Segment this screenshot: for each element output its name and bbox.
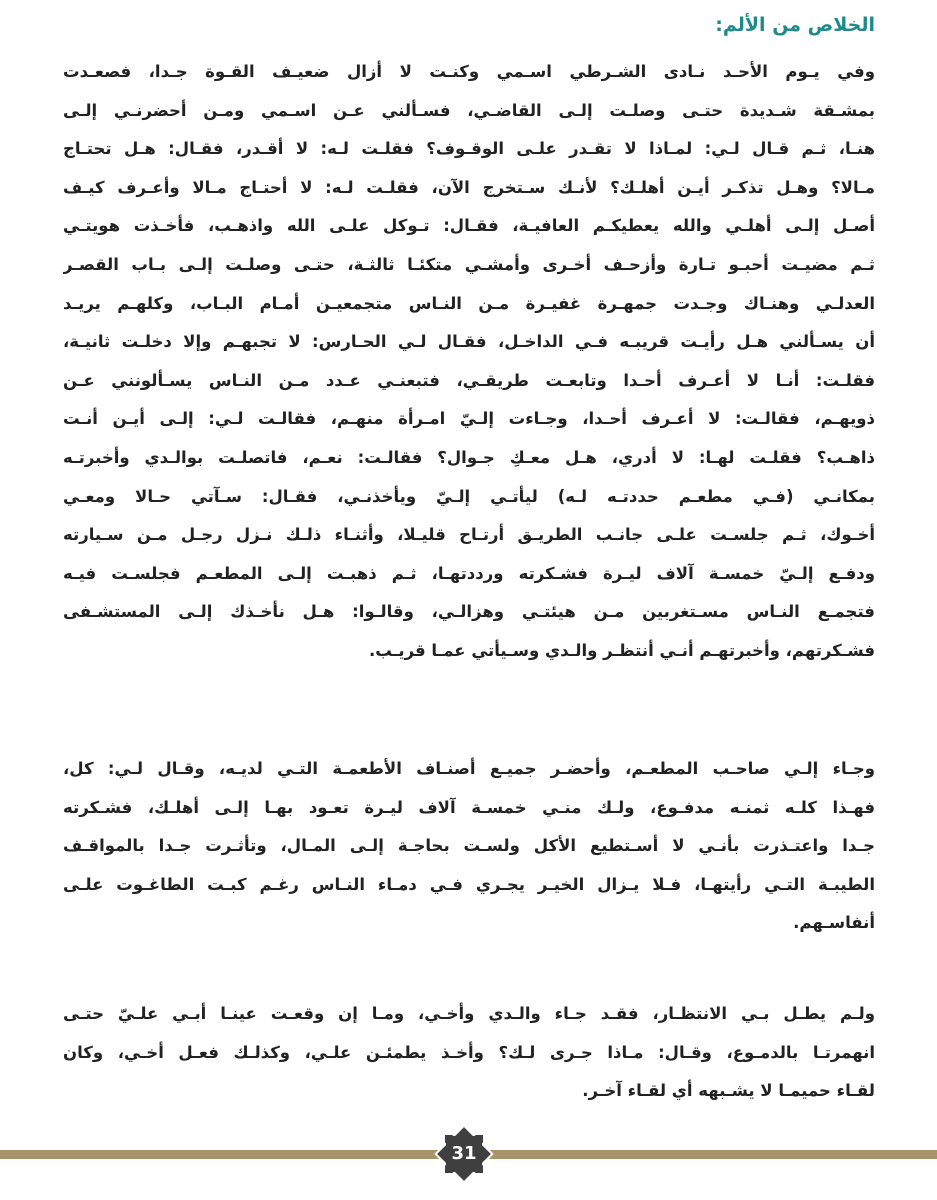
page-number-badge xyxy=(431,1121,497,1187)
text-line: هنـا، ثـم قـال لـي: لمـاذا لا تقـدر علـى الوقـوف؟ فقلـت لـه: لا أقـدر، فقـال: هـل تحتـاج xyxy=(63,139,875,159)
text-line: ذويهـم، فقالـت: لا أعـرف أحـدا، وجـاءت إلـيّ امـرأة منهـم، فقالـت لـي: إلـى أيـن أنـت xyxy=(63,409,875,429)
text-line: ولـم يطـل بـي الانتظـار، فقـد جـاء والـدي وأخـي، ومـا إن وقعـت عينـا أبـي علـيّ حتـى xyxy=(63,1004,875,1023)
text-line: لقـاء حميمـا لا يشـبهه أي لقـاء آخـر. xyxy=(582,1081,875,1101)
text-line: ودفـع إلـيّ خمسـة آلاف ليـرة فشـكرته ورددتهـا، ثـم ذهبـت إلـى المطعـم فجلسـت فيـه xyxy=(63,563,875,583)
page-number: 31 xyxy=(451,1143,477,1164)
text-line: انهمرتـا بالدمـوع، وقـال: مـاذا جـرى لـك؟ وأخـذ يطمئـن علـي، وكذلـك فعـل أخـي، وكان xyxy=(63,1042,875,1062)
text-line: أنفاسـهم. xyxy=(793,913,875,933)
text-line: مـالا؟ وهـل تذكـر أيـن أهلـك؟ لأنـك سـتخرج الآن، فقلـت لـه: لا أحتـاج مـالا وأعـرف كيـف xyxy=(63,177,875,197)
text-line: أصـل إلـى أهلـي والله يعطيكـم العافيـة، فقـال: تـوكل علـى الله واذهـب، فأخـذت هويتـي xyxy=(63,216,875,236)
text-line: أخـوك، ثـم جلسـت علـى جانـب الطريـق أرتـاح قليـلا، وأثنـاء ذلـك نـزل رجـل مـن سـيارته xyxy=(63,525,875,545)
section-heading: الخلاص من الألم: xyxy=(715,14,875,36)
paragraph-2 xyxy=(63,750,875,943)
text-line: ذاهـب؟ فقلـت لهـا: لا أدري، هـل معـكِ جـوال؟ فقالـت: نعـم، فاتصلـت بوالـدي وأخبرتـه xyxy=(63,447,875,467)
text-line: فقلـت: أنـا لا أعـرف أحـدا وتابعـت طريقـي، فتبعنـي عـدد مـن النـاس يسـألونني عـن xyxy=(63,370,875,390)
text-line: العدلـي وهنـاك وجـدت جمهـرة غفيـرة مـن النـاس متجمعيـن أمـام البـاب، وكلهـم يريـد xyxy=(63,293,875,313)
text-line: جـدا واعتـذرت بأنـي لا أسـتطيع الأكل ولسـت بحاجـة إلـى المـال، وتأثـرت جـدا بالمواقـف xyxy=(63,836,875,856)
text-line: فتجمـع النـاس مسـتغربين مـن هيئتـي وهزالـي، وقالـوا: هـل نأخـذك إلـى المستشـفى xyxy=(63,602,875,622)
text-line: ثـم مضيـت أحبـو تـارة وأزحـف أخـرى وأمشـي متكئـا ثالثـة، حتـى وصلـت إلـى بـاب القصـر xyxy=(63,254,875,274)
text-line: بمشـقة شـديدة حتـى وصلـت إلـى القاضـي، فسـألني عـن اسـمي ومـن أحضرنـي إلـى xyxy=(63,100,875,120)
paragraph-3 xyxy=(63,995,875,1111)
text-line: فشـكرتهم، وأخبرتهـم أنـي أنتظـر والـدي وسـيأتي عمـا قريـب. xyxy=(369,640,875,660)
paragraph-1 xyxy=(63,53,875,671)
text-line: وفي يـوم الأحـد نـادى الشـرطي اسـمي وكنـت لا أزال ضعيـف القـوة جـدا، فصعـدت xyxy=(63,62,875,81)
text-line: بمكانـي (فـي مطعـم حددتـه لـه) ليأتـي إلـيّ ويأخذنـي، فقـال: سـآتي حـالا ومعـي xyxy=(63,486,875,506)
text-line: فهـذا كلـه ثمنـه مدفـوع، ولـك منـي خمسـة آلاف ليـرة تعـود بهـا إلـى أهلـك، فشـكرته xyxy=(63,797,875,817)
text-line: الطيبـة التـي رأيتهـا، فـلا يـزال الخيـر يجـري فـي دمـاء النـاس رغـم كبـت الطاغـوت علـى xyxy=(63,874,875,894)
text-line: وجـاء إلـي صاحـب المطعـم، وأحضـر جميـع أصنـاف الأطعمـة التـي لديـه، وقـال لـي: كل، xyxy=(63,759,875,778)
text-line: أن يسـألني هـل رأيـت قريبـه فـي الداخـل، فقـال لـي الحـارس: لا تجبهـم وإلا دخلـت ثانيـة، xyxy=(63,332,875,352)
